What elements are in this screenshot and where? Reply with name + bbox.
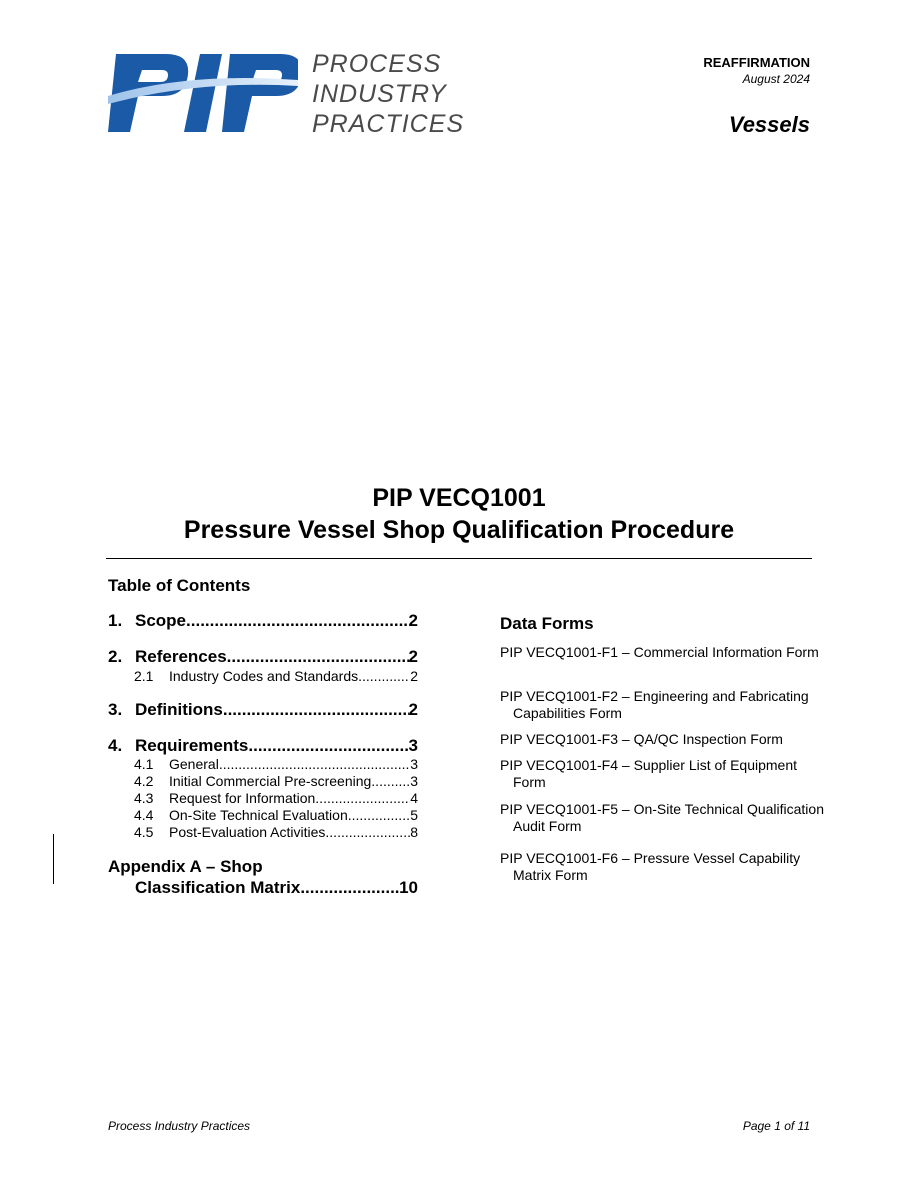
toc-entry-label: Requirements [135, 736, 249, 755]
logo-text-process: PROCESS [312, 50, 442, 78]
dot-leader [348, 807, 410, 823]
revision-change-bar [53, 834, 54, 884]
toc-entry-number: 2. [108, 647, 123, 666]
title-divider [106, 558, 812, 559]
toc-entry-page: 2 [408, 700, 418, 719]
dot-leader [223, 700, 409, 720]
dot-leader [186, 611, 409, 631]
document-title: Pressure Vessel Shop Qualification Procedure [183, 516, 735, 544]
toc-subentry-prescreening[interactable] [134, 773, 418, 791]
toc-subentry-label: Industry Codes and Standards [169, 668, 359, 684]
toc-subentry-number: 4.5 [134, 824, 154, 840]
status-date: August 2024 [742, 72, 810, 86]
toc-entry-scope[interactable] [108, 611, 418, 633]
data-forms-heading: Data Forms [500, 614, 594, 633]
toc-entry-label: Scope [135, 611, 187, 630]
toc-entry-page: 3 [408, 736, 418, 755]
dot-leader [371, 773, 410, 789]
data-form-f6[interactable]: PIP VECQ1001-F6 – Pressure Vessel Capability Matrix Form [500, 850, 801, 883]
toc-subentry-page: 3 [410, 773, 418, 789]
toc-appendix-entry[interactable] [135, 878, 418, 900]
data-form-f1[interactable]: PIP VECQ1001-F1 – Commercial Information Form [500, 644, 819, 660]
toc-entry-number: 1. [108, 611, 123, 630]
toc-subentry-label: On-Site Technical Evaluation [169, 807, 348, 823]
toc-subentry-request-info[interactable] [134, 790, 418, 808]
toc-subentry-page: 5 [410, 807, 418, 823]
footer-page-number: Page 1 of 11 [742, 1119, 810, 1133]
toc-appendix-line1[interactable]: Appendix A – Shop [108, 857, 263, 876]
toc-entry-definitions[interactable] [108, 700, 418, 722]
dot-leader [325, 824, 410, 840]
toc-subentry-general[interactable] [134, 756, 418, 774]
toc-subentry-label: Initial Commercial Pre-screening [169, 773, 372, 789]
toc-subentry-number: 4.4 [134, 807, 154, 823]
toc-subentry-page: 8 [410, 824, 418, 840]
category-label: Vessels [728, 112, 810, 137]
logo-text-practices: PRACTICES [312, 110, 465, 138]
toc-appendix-page: 10 [399, 878, 418, 897]
toc-entry-page: 2 [408, 647, 418, 666]
toc-appendix-line2: Classification Matrix [135, 878, 301, 897]
toc-subentry-number: 4.2 [134, 773, 154, 789]
dot-leader [227, 647, 409, 667]
toc-entry-references[interactable] [108, 647, 418, 669]
toc-heading: Table of Contents [108, 576, 251, 595]
toc-entry-label: Definitions [135, 700, 223, 719]
toc-subentry-label: Request for Information [169, 790, 316, 806]
toc-subentry-number: 4.3 [134, 790, 154, 806]
logo-text-industry: INDUSTRY [312, 80, 447, 108]
toc-subentry-page: 3 [410, 756, 418, 772]
toc-entry-label: References [135, 647, 227, 666]
data-form-f4[interactable]: PIP VECQ1001-F4 – Supplier List of Equipment Form [500, 757, 798, 790]
toc-subentry-page: 4 [410, 790, 418, 806]
toc-entry-number: 4. [108, 736, 123, 755]
toc-subentry-label: Post-Evaluation Activities [169, 824, 326, 840]
toc-entry-page: 2 [408, 611, 418, 630]
toc-entry-number: 3. [108, 700, 123, 719]
toc-subentry-onsite-evaluation[interactable] [134, 807, 418, 825]
document-number: PIP VECQ1001 [372, 484, 546, 512]
footer-organization: Process Industry Practices [108, 1119, 251, 1133]
pip-logo [108, 50, 298, 136]
toc-subentry-page: 2 [410, 668, 418, 684]
dot-leader [300, 878, 399, 898]
status-label: REAFFIRMATION [703, 55, 810, 70]
toc-subentry-post-evaluation[interactable] [134, 824, 418, 842]
toc-entry-requirements[interactable] [108, 736, 418, 758]
dot-leader [248, 736, 408, 756]
data-form-f3[interactable]: PIP VECQ1001-F3 – QA/QC Inspection Form [500, 731, 783, 747]
data-form-f5[interactable]: PIP VECQ1001-F5 – On-Site Technical Qualification Audit Form [500, 801, 824, 834]
toc-subentry-number: 2.1 [134, 668, 154, 684]
dot-leader [315, 790, 410, 806]
data-form-f2[interactable]: PIP VECQ1001-F2 – Engineering and Fabricating Capabilities Form [500, 688, 809, 721]
dot-leader [219, 756, 410, 772]
dot-leader [358, 668, 410, 684]
toc-subentry-industry-codes[interactable] [134, 668, 418, 686]
toc-subentry-label: General [169, 756, 219, 772]
toc-subentry-number: 4.1 [134, 756, 154, 772]
